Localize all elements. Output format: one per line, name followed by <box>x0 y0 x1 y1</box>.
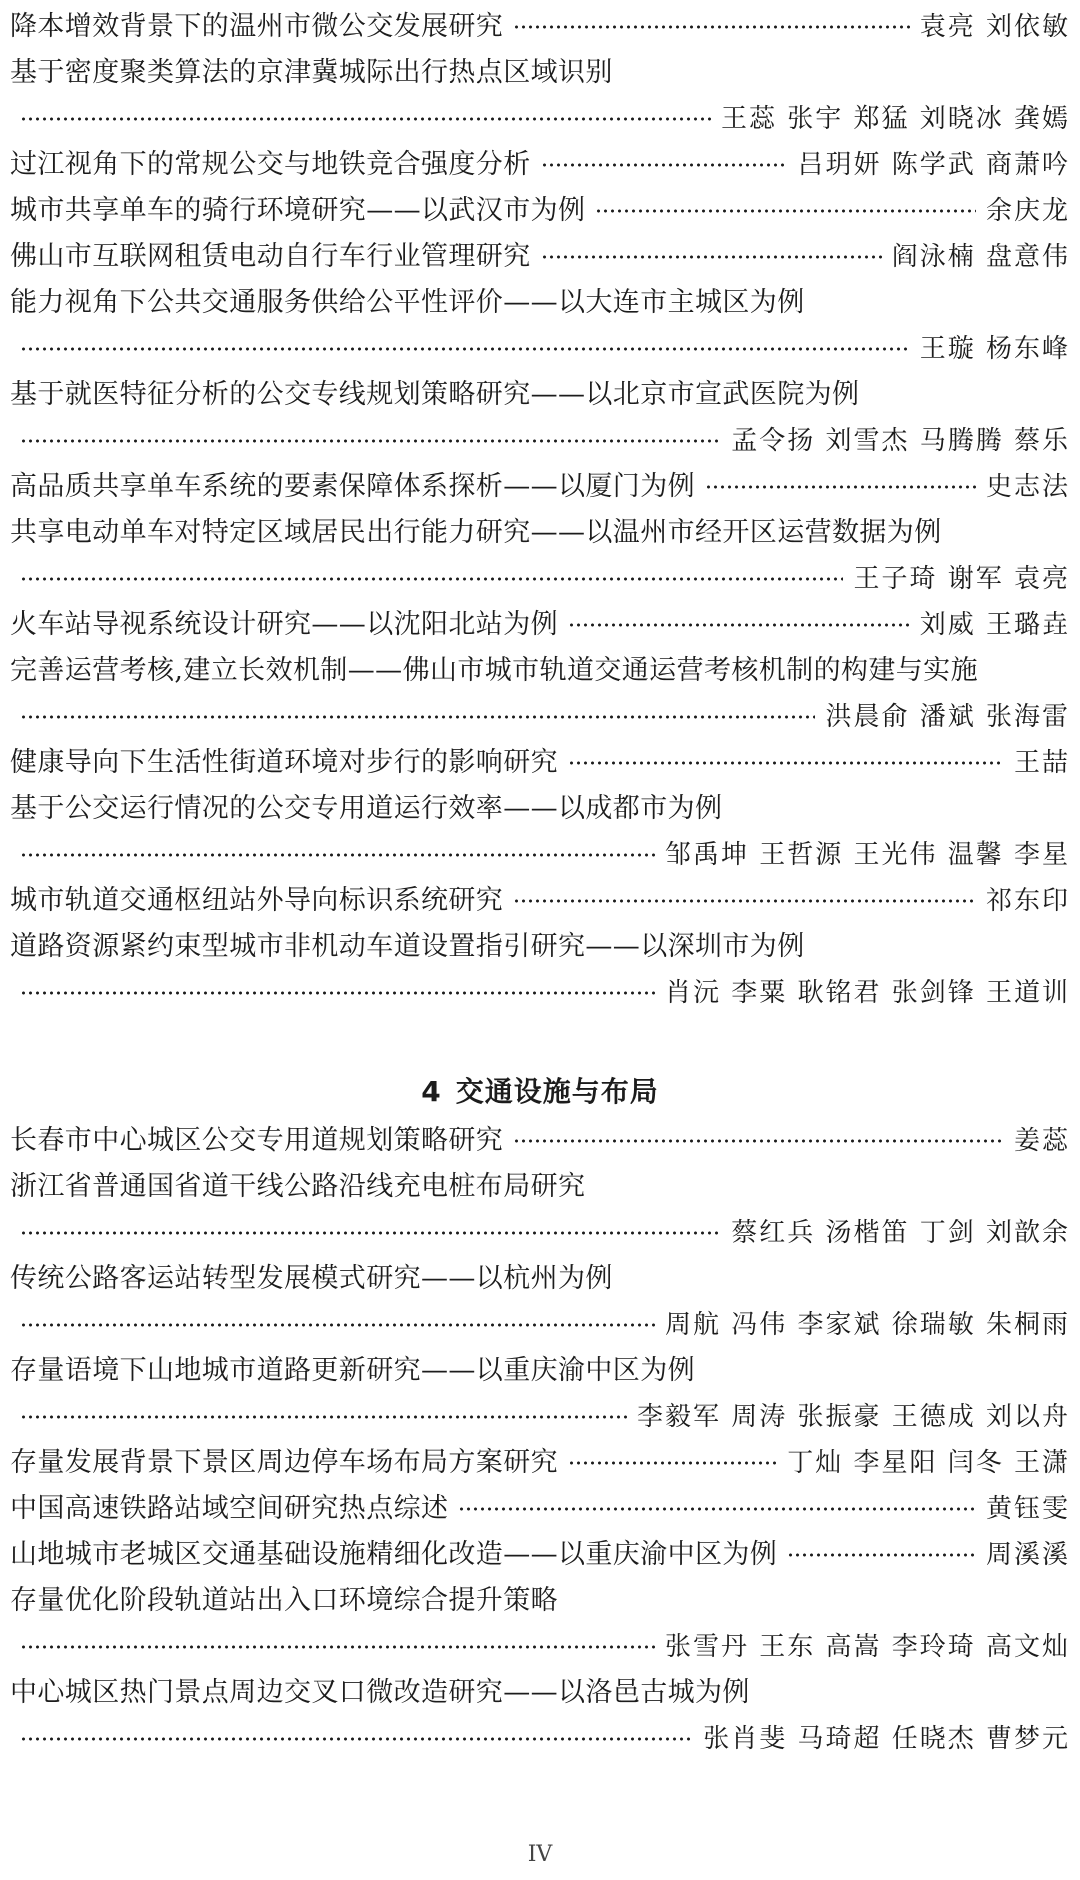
dot-leader <box>20 1302 655 1348</box>
toc-entry <box>10 1532 1070 1578</box>
dot-leader <box>20 1210 721 1256</box>
toc-entry <box>10 1164 1070 1210</box>
entry-authors: 王喆 <box>1013 748 1070 778</box>
entry-title: 过江视角下的常规公交与地铁竞合强度分析 <box>10 149 531 180</box>
entry-authors: 王璇 杨东峰 <box>919 334 1070 364</box>
toc-part-1 <box>10 4 1070 1016</box>
entry-title: 城市轨道交通枢纽站外导向标识系统研究 <box>10 885 504 916</box>
entry-authors: 孟令扬 刘雪杰 马腾腾 蔡乐 <box>731 426 1070 456</box>
entry-authors: 蔡红兵 汤楷笛 丁剑 刘歆余 <box>731 1218 1070 1248</box>
entry-title: 浙江省普通国省道干线公路沿线充电桩布局研究 <box>10 1171 586 1202</box>
dot-leader <box>20 418 721 464</box>
toc-entry <box>10 1210 1070 1256</box>
entry-title: 基于就医特征分析的公交专线规划策略研究——以北京市宣武医院为例 <box>10 379 860 410</box>
entry-title: 城市共享单车的骑行环境研究——以武汉市为例 <box>10 195 586 226</box>
dot-leader <box>787 1532 976 1578</box>
entry-title: 佛山市互联网租赁电动自行车行业管理研究 <box>10 241 531 272</box>
entry-title: 火车站导视系统设计研究——以沈阳北站为例 <box>10 609 558 640</box>
toc-entry <box>10 188 1070 234</box>
toc-entry <box>10 96 1070 142</box>
toc-entry <box>10 648 1070 694</box>
entry-authors: 吕玥妍 陈学武 商萧吟 <box>797 150 1070 180</box>
section-heading <box>10 1066 1070 1118</box>
entry-title: 降本增效背景下的温州市微公交发展研究 <box>10 11 504 42</box>
dot-leader <box>20 1716 693 1762</box>
toc-entry <box>10 234 1070 280</box>
toc-entry <box>10 740 1070 786</box>
dot-leader <box>568 740 1004 786</box>
toc-entry <box>10 1440 1070 1486</box>
toc-entry <box>10 970 1070 1016</box>
entry-title: 中国高速铁路站域空间研究热点综述 <box>10 1493 449 1524</box>
dot-leader <box>20 970 655 1016</box>
entry-authors: 周航 冯伟 李家斌 徐瑞敏 朱桐雨 <box>664 1310 1070 1340</box>
table-of-contents <box>10 4 1070 1762</box>
entry-authors: 姜蕊 <box>1013 1126 1070 1156</box>
section-number: 4 <box>421 1075 442 1108</box>
page-number: IV <box>527 1842 553 1867</box>
entry-authors: 邹禹坤 王哲源 王光伟 温馨 李星 <box>664 840 1070 870</box>
toc-entry <box>10 1256 1070 1302</box>
toc-entry <box>10 372 1070 418</box>
dot-leader <box>20 96 711 142</box>
toc-entry <box>10 510 1070 556</box>
toc-entry <box>10 50 1070 96</box>
dot-leader <box>20 326 910 372</box>
entry-title: 基于密度聚类算法的京津冀城际出行热点区域识别 <box>10 57 613 88</box>
entry-title: 基于公交运行情况的公交专用道运行效率——以成都市为例 <box>10 793 723 824</box>
entry-title: 健康导向下生活性街道环境对步行的影响研究 <box>10 747 558 778</box>
entry-title: 能力视角下公共交通服务供给公平性评价——以大连市主城区为例 <box>10 287 805 318</box>
entry-authors: 肖沅 李粟 耿铭君 张剑锋 王道训 <box>664 978 1070 1008</box>
entry-authors: 余庆龙 <box>985 196 1070 226</box>
toc-entry <box>10 694 1070 740</box>
entry-authors: 刘威 王璐垚 <box>919 610 1070 640</box>
entry-authors: 王子琦 谢军 袁亮 <box>853 564 1070 594</box>
toc-entry <box>10 832 1070 878</box>
dot-leader <box>541 234 882 280</box>
toc-entry <box>10 878 1070 924</box>
entry-title: 存量发展背景下景区周边停车场布局方案研究 <box>10 1447 558 1478</box>
entry-title: 长春市中心城区公交专用道规划策略研究 <box>10 1125 504 1156</box>
dot-leader <box>20 1394 627 1440</box>
toc-part-2 <box>10 1118 1070 1762</box>
toc-entry <box>10 1624 1070 1670</box>
entry-authors: 丁灿 李星阳 闫冬 王潇 <box>787 1448 1070 1478</box>
dot-leader <box>705 464 976 510</box>
toc-entry <box>10 556 1070 602</box>
entry-title: 存量优化阶段轨道站出入口环境综合提升策略 <box>10 1585 558 1616</box>
toc-entry <box>10 786 1070 832</box>
entry-authors: 周溪溪 <box>985 1540 1070 1570</box>
entry-title: 存量语境下山地城市道路更新研究——以重庆渝中区为例 <box>10 1355 695 1386</box>
entry-authors: 袁亮 刘依敏 <box>919 12 1070 42</box>
toc-entry <box>10 1670 1070 1716</box>
toc-entry <box>10 1578 1070 1624</box>
entry-title: 完善运营考核,建立长效机制——佛山市城市轨道交通运营考核机制的构建与实施 <box>10 655 978 686</box>
entry-authors: 张雪丹 王东 高嵩 李玲琦 高文灿 <box>664 1632 1070 1662</box>
entry-authors: 洪晨俞 潘斌 张海雷 <box>825 702 1070 732</box>
toc-entry <box>10 1348 1070 1394</box>
toc-entry <box>10 142 1070 188</box>
dot-leader <box>20 556 843 602</box>
entry-title: 山地城市老城区交通基础设施精细化改造——以重庆渝中区为例 <box>10 1539 778 1570</box>
toc-entry <box>10 1118 1070 1164</box>
entry-authors: 张肖斐 马琦超 任晓杰 曹梦元 <box>703 1724 1070 1754</box>
toc-entry <box>10 418 1070 464</box>
toc-entry <box>10 1716 1070 1762</box>
toc-entry <box>10 1394 1070 1440</box>
section-title: 交通设施与布局 <box>455 1075 659 1108</box>
entry-authors: 李毅军 周涛 张振豪 王德成 刘以舟 <box>636 1402 1070 1432</box>
toc-entry <box>10 326 1070 372</box>
dot-leader <box>458 1486 976 1532</box>
toc-entry <box>10 4 1070 50</box>
dot-leader <box>20 832 655 878</box>
dot-leader <box>568 1440 777 1486</box>
entry-title: 传统公路客运站转型发展模式研究——以杭州为例 <box>10 1263 613 1294</box>
entry-authors: 祁东印 <box>985 886 1070 916</box>
toc-entry <box>10 602 1070 648</box>
toc-entry <box>10 280 1070 326</box>
entry-title: 道路资源紧约束型城市非机动车道设置指引研究——以深圳市为例 <box>10 931 805 962</box>
toc-entry <box>10 924 1070 970</box>
entry-authors: 阎泳楠 盘意伟 <box>891 242 1070 272</box>
entry-title: 高品质共享单车系统的要素保障体系探析——以厦门为例 <box>10 471 695 502</box>
dot-leader <box>20 694 815 740</box>
dot-leader <box>20 1624 655 1670</box>
dot-leader <box>568 602 910 648</box>
toc-entry <box>10 1486 1070 1532</box>
dot-leader <box>513 878 976 924</box>
entry-title: 共享电动单车对特定区域居民出行能力研究——以温州市经开区运营数据为例 <box>10 517 942 548</box>
dot-leader <box>595 188 976 234</box>
dot-leader <box>541 142 788 188</box>
entry-authors: 史志法 <box>985 472 1070 502</box>
entry-title: 中心城区热门景点周边交叉口微改造研究——以洛邑古城为例 <box>10 1677 750 1708</box>
toc-entry <box>10 464 1070 510</box>
entry-authors: 王蕊 张宇 郑猛 刘晓冰 龚嫣 <box>720 104 1070 134</box>
toc-entry <box>10 1302 1070 1348</box>
entry-authors: 黄钰雯 <box>985 1494 1070 1524</box>
dot-leader <box>513 4 910 50</box>
dot-leader <box>513 1118 1004 1164</box>
